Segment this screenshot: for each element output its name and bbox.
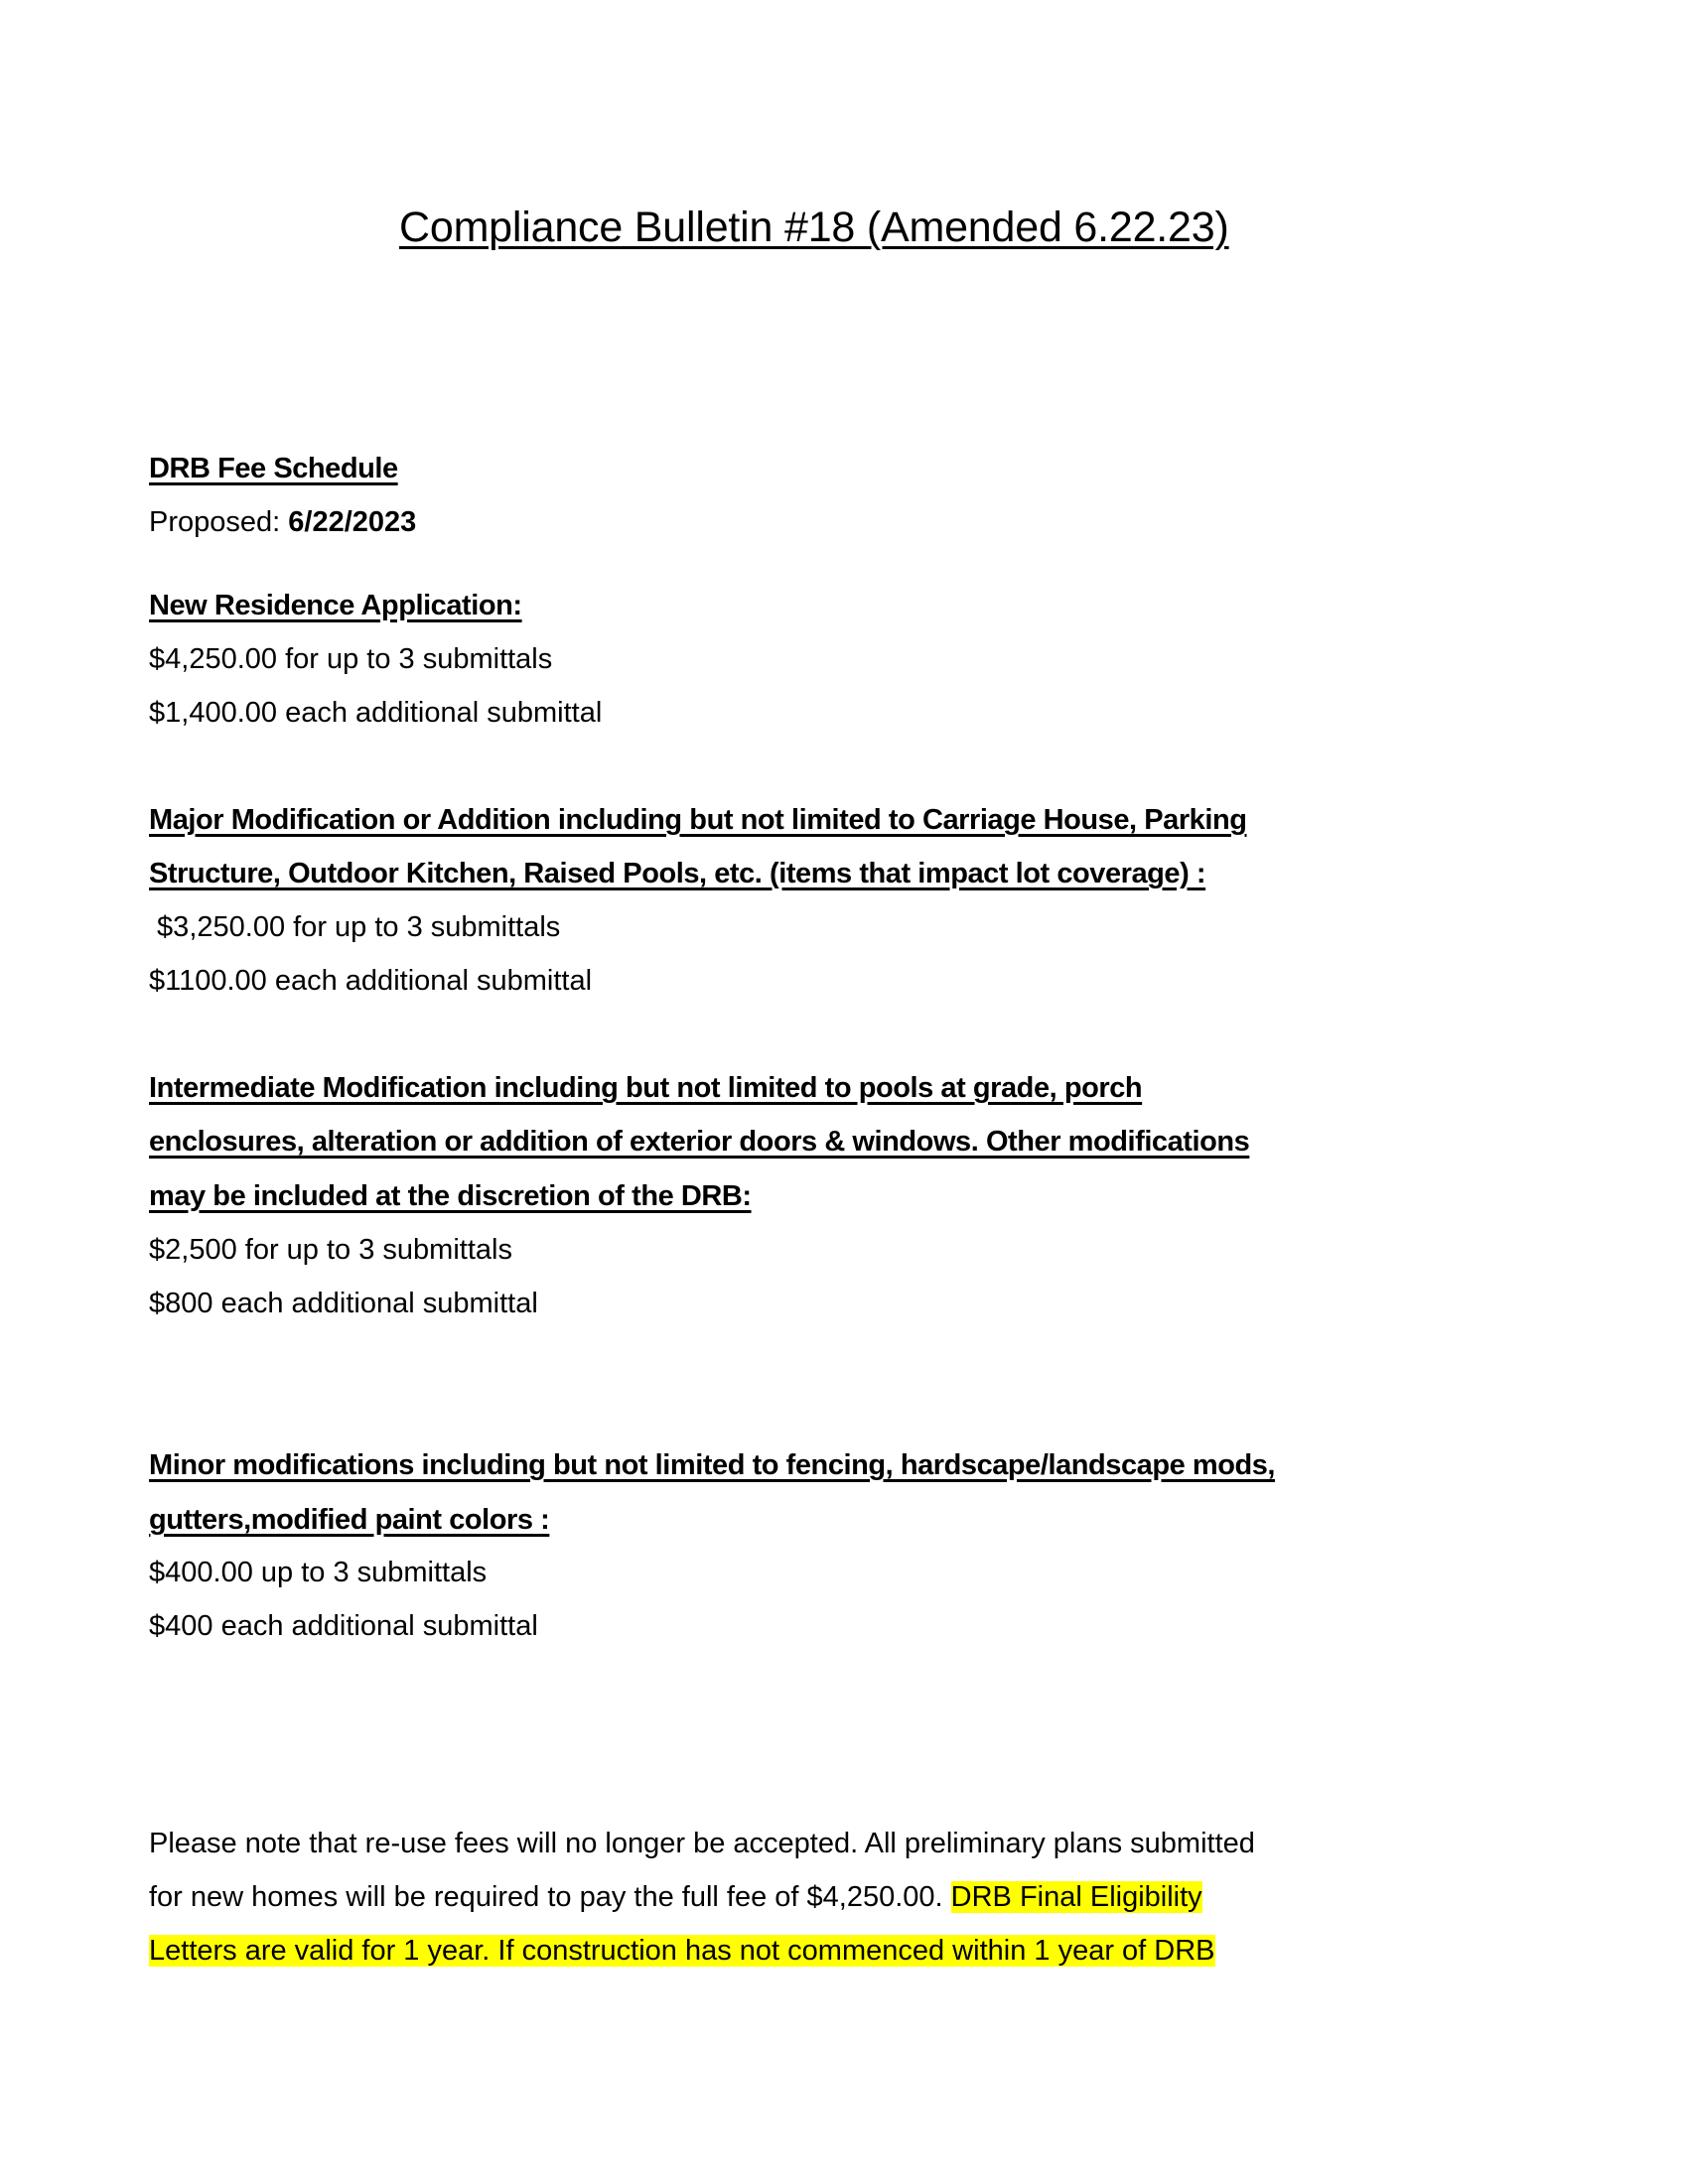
fee-line: $1,400.00 each additional submittal (149, 697, 603, 729)
category-heading-major-modification-cont: Structure, Outdoor Kitchen, Raised Pools, etc. (items that impact lot coverage) : (149, 858, 1206, 889)
note-line (149, 1931, 1215, 1971)
fee-line: $3,250.00 for up to 3 submittals (149, 911, 561, 943)
page-title: Compliance Bulletin #18 (Amended 6.22.23) (399, 204, 1229, 251)
proposed-date: 6/22/2023 (288, 506, 417, 538)
fee-line: $4,250.00 for up to 3 submittals (149, 643, 553, 675)
note-line (149, 1877, 1202, 1917)
category-heading-intermediate-modification-cont2: may be included at the discretion of the DRB: (149, 1180, 752, 1212)
category-heading-major-modification: Major Modification or Addition including but not limited to Carriage House, Parking (149, 804, 1247, 836)
note-line: Please note that re-use fees will no longer be accepted. All preliminary plans submitted (149, 1828, 1255, 1859)
category-heading-intermediate-modification: Intermediate Modification including but not limited to pools at grade, porch (149, 1072, 1143, 1104)
proposed-line (149, 502, 416, 542)
category-heading-intermediate-modification-cont: enclosures, alteration or addition of exterior doors & windows. Other modifications (149, 1126, 1250, 1158)
highlighted-text: DRB Final Eligibility (950, 1881, 1202, 1913)
section-title: DRB Fee Schedule (149, 453, 398, 484)
proposed-label: Proposed: (149, 506, 289, 538)
category-heading-minor-modifications: Minor modifications including but not limited to fencing, hardscape/landscape mods, (149, 1449, 1276, 1481)
fee-line: $2,500 for up to 3 submittals (149, 1234, 512, 1266)
highlighted-text: Letters are valid for 1 year. If construction has not commenced within 1 year of DRB (149, 1935, 1215, 1967)
fee-line: $800 each additional submittal (149, 1288, 538, 1319)
category-heading-new-residence: New Residence Application: (149, 590, 522, 621)
fee-line: $1100.00 each additional submittal (149, 965, 593, 997)
category-heading-minor-modifications-cont: gutters,modified paint colors : (149, 1504, 550, 1536)
note-text: for new homes will be required to pay the full fee of $4,250.00. (149, 1881, 951, 1913)
fee-line: $400 each additional submittal (149, 1610, 538, 1642)
fee-line: $400.00 up to 3 submittals (149, 1557, 488, 1588)
